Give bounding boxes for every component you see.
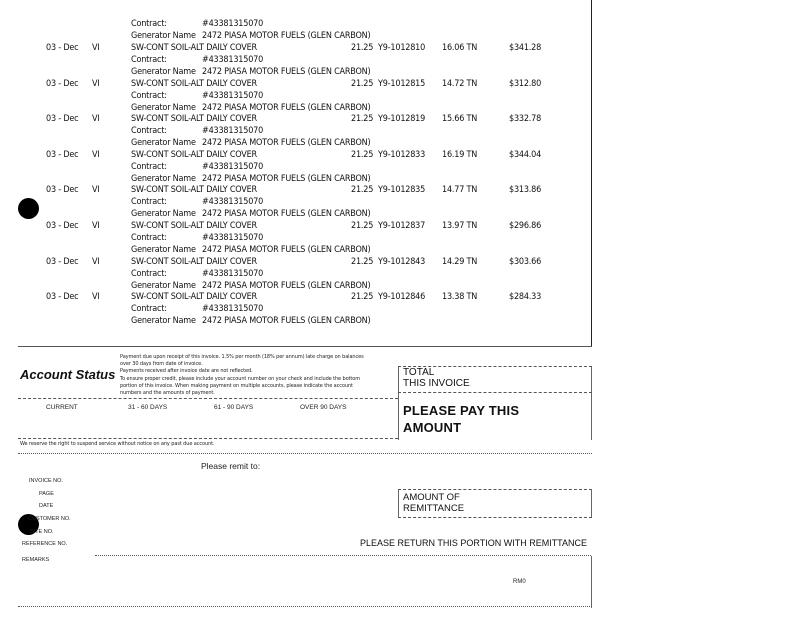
item-rate: 21.25 xyxy=(351,292,374,302)
terms-line-5: portion of this invoice. When making payment on multiple accounts, please indicate the account xyxy=(120,383,353,389)
item-date: 03 - Dec xyxy=(46,257,79,267)
item-quantity: 14.72 TN xyxy=(442,79,478,89)
item-contract-value: #43381315070 xyxy=(202,55,264,65)
item-quantity: 14.77 TN xyxy=(442,185,478,195)
item-generator-value: 2472 PIASA MOTOR FUELS (GLEN CARBON) xyxy=(202,67,371,77)
item-date: 03 - Dec xyxy=(46,114,79,124)
field-customer-no: CUSTOMER NO. xyxy=(28,516,71,522)
item-contract-label: Contract: xyxy=(131,304,167,314)
remarks-bottom-line xyxy=(18,606,592,607)
field-remarks: REMARKS xyxy=(22,557,50,563)
item-description: SW-CONT SOIL-ALT DAILY COVER xyxy=(131,257,257,267)
item-amount: $344.04 xyxy=(509,150,542,160)
aging-61-90-label: 61 - 90 DAYS xyxy=(214,404,254,411)
terms-line-1: Payment due upon receipt of this invoice. 1.5% per month (18% per annum) late charge on balances xyxy=(120,354,364,360)
aging-top-line xyxy=(18,398,398,399)
item-quantity: 13.97 TN xyxy=(442,221,478,231)
item-ticket: Y9-1012819 xyxy=(378,114,426,124)
item-generator-label: Generator Name xyxy=(131,138,196,148)
item-description: SW-CONT SOIL-ALT DAILY COVER xyxy=(131,43,257,53)
item-generator-value: 2472 PIASA MOTOR FUELS (GLEN CARBON) xyxy=(202,138,371,148)
item-generator-label: Generator Name xyxy=(131,67,196,77)
please-pay-line-2: AMOUNT xyxy=(403,420,462,435)
item-quantity: 15.66 TN xyxy=(442,114,478,124)
item-date: 03 - Dec xyxy=(46,221,79,231)
remarks-right-border xyxy=(591,556,592,608)
item-amount: $303.66 xyxy=(509,257,542,267)
field-site-no: SITE NO. xyxy=(30,529,54,535)
item-contract-value: #43381315070 xyxy=(202,269,264,279)
item-generator-value: 2472 PIASA MOTOR FUELS (GLEN CARBON) xyxy=(202,174,371,184)
item-description: SW-CONT SOIL-ALT DAILY COVER xyxy=(131,292,257,302)
amount-remit-line-2: REMITTANCE xyxy=(403,503,465,514)
item-description: SW-CONT SOIL-ALT DAILY COVER xyxy=(131,79,257,89)
item-ticket: Y9-1012835 xyxy=(378,185,426,195)
item-contract-label: Contract: xyxy=(131,126,167,136)
item-code: VI xyxy=(92,150,100,160)
top-generator-value: 2472 PIASA MOTOR FUELS (GLEN CARBON) xyxy=(202,31,371,41)
item-generator-label: Generator Name xyxy=(131,316,196,326)
top-generator-label: Generator Name xyxy=(131,31,196,41)
item-generator-label: Generator Name xyxy=(131,209,196,219)
item-code: VI xyxy=(92,221,100,231)
item-contract-value: #43381315070 xyxy=(202,126,264,136)
item-description: SW-CONT SOIL-ALT DAILY COVER xyxy=(131,150,257,160)
item-ticket: Y9-1012810 xyxy=(378,43,426,53)
item-generator-value: 2472 PIASA MOTOR FUELS (GLEN CARBON) xyxy=(202,281,371,291)
item-ticket: Y9-1012815 xyxy=(378,79,426,89)
item-rate: 21.25 xyxy=(351,257,374,267)
terms-line-3: Payments received after invoice date are not reflected. xyxy=(120,368,253,374)
item-ticket: Y9-1012843 xyxy=(378,257,426,267)
item-generator-label: Generator Name xyxy=(131,174,196,184)
item-contract-label: Contract: xyxy=(131,197,167,207)
item-rate: 21.25 xyxy=(351,221,374,231)
item-rate: 21.25 xyxy=(351,114,374,124)
top-contract-label: Contract: xyxy=(131,19,167,29)
field-date: DATE xyxy=(39,503,54,509)
please-remit-label: Please remit to: xyxy=(201,461,261,471)
terms-line-6: numbers and the amounts of payment. xyxy=(120,390,215,396)
aging-over-90-label: OVER 90 DAYS xyxy=(300,404,347,411)
total-box-left-border xyxy=(398,366,399,440)
item-description: SW-CONT SOIL-ALT DAILY COVER xyxy=(131,221,257,231)
remit-box-bottom xyxy=(398,517,592,518)
item-generator-value: 2472 PIASA MOTOR FUELS (GLEN CARBON) xyxy=(202,209,371,219)
remit-box-right xyxy=(591,489,592,517)
item-code: VI xyxy=(92,79,100,89)
item-contract-label: Contract: xyxy=(131,269,167,279)
item-amount: $296.86 xyxy=(509,221,542,231)
item-description: SW-CONT SOIL-ALT DAILY COVER xyxy=(131,185,257,195)
terms-line-4: To ensure proper credit, please include your account number on your check and include the bottom xyxy=(120,376,361,382)
item-code: VI xyxy=(92,114,100,124)
item-description: SW-CONT SOIL-ALT DAILY COVER xyxy=(131,114,257,124)
item-amount: $312.80 xyxy=(509,79,542,89)
item-quantity: 13.38 TN xyxy=(442,292,478,302)
item-generator-value: 2472 PIASA MOTOR FUELS (GLEN CARBON) xyxy=(202,103,371,113)
item-contract-value: #43381315070 xyxy=(202,91,264,101)
account-status-title: Account Status xyxy=(20,367,116,382)
item-contract-label: Contract: xyxy=(131,162,167,172)
item-code: VI xyxy=(92,43,100,53)
please-pay-line-1: PLEASE PAY THIS xyxy=(403,403,520,418)
item-date: 03 - Dec xyxy=(46,79,79,89)
item-contract-label: Contract: xyxy=(131,91,167,101)
item-generator-label: Generator Name xyxy=(131,103,196,113)
item-generator-label: Generator Name xyxy=(131,245,196,255)
punch-hole-top xyxy=(18,198,39,219)
remit-code: RM0 xyxy=(513,579,526,585)
item-generator-value: 2472 PIASA MOTOR FUELS (GLEN CARBON) xyxy=(202,316,371,326)
field-invoice-no: INVOICE NO. xyxy=(29,478,63,484)
total-box-right-border xyxy=(591,366,592,440)
total-label-line-2: THIS INVOICE xyxy=(403,378,470,389)
item-amount: $313.86 xyxy=(509,185,542,195)
tear-line xyxy=(18,453,592,454)
top-separator-line xyxy=(18,346,592,347)
page-right-border xyxy=(591,0,592,346)
remit-box-left xyxy=(398,489,399,517)
item-rate: 21.25 xyxy=(351,79,374,89)
suspend-notice: We reserve the right to suspend service without notice on any past due account. xyxy=(20,441,215,447)
aging-current-label: CURRENT xyxy=(46,404,78,411)
item-code: VI xyxy=(92,292,100,302)
item-generator-value: 2472 PIASA MOTOR FUELS (GLEN CARBON) xyxy=(202,245,371,255)
item-contract-value: #43381315070 xyxy=(202,233,264,243)
item-code: VI xyxy=(92,257,100,267)
remarks-line xyxy=(95,555,591,556)
top-contract-value: #43381315070 xyxy=(202,19,264,29)
terms-line-2: over 30 days from date of invoice. xyxy=(120,361,203,367)
item-date: 03 - Dec xyxy=(46,292,79,302)
field-reference-no: REFERENCE NO. xyxy=(22,541,68,547)
remit-box-top xyxy=(398,489,592,490)
item-code: VI xyxy=(92,185,100,195)
item-quantity: 16.19 TN xyxy=(442,150,478,160)
item-quantity: 14.29 TN xyxy=(442,257,478,267)
item-date: 03 - Dec xyxy=(46,43,79,53)
item-ticket: Y9-1012833 xyxy=(378,150,426,160)
return-notice: PLEASE RETURN THIS PORTION WITH REMITTANCE xyxy=(360,538,588,548)
aging-31-60-label: 31 - 60 DAYS xyxy=(128,404,168,411)
aging-bottom-line xyxy=(18,438,398,439)
item-contract-label: Contract: xyxy=(131,55,167,65)
item-date: 03 - Dec xyxy=(46,185,79,195)
item-contract-value: #43381315070 xyxy=(202,162,264,172)
item-amount: $284.33 xyxy=(509,292,542,302)
item-contract-label: Contract: xyxy=(131,233,167,243)
item-amount: $341.28 xyxy=(509,43,542,53)
total-box-middle xyxy=(398,392,592,393)
item-rate: 21.25 xyxy=(351,185,374,195)
item-contract-value: #43381315070 xyxy=(202,197,264,207)
item-generator-label: Generator Name xyxy=(131,281,196,291)
item-ticket: Y9-1012837 xyxy=(378,221,426,231)
amount-remit-line-1: AMOUNT OF xyxy=(403,492,460,503)
item-contract-value: #43381315070 xyxy=(202,304,264,314)
item-amount: $332.78 xyxy=(509,114,542,124)
item-rate: 21.25 xyxy=(351,150,374,160)
item-ticket: Y9-1012846 xyxy=(378,292,426,302)
item-date: 03 - Dec xyxy=(46,150,79,160)
total-label-line-1: TOTAL xyxy=(403,367,435,378)
item-rate: 21.25 xyxy=(351,43,374,53)
item-quantity: 16.06 TN xyxy=(442,43,478,53)
field-page: PAGE xyxy=(39,491,54,497)
